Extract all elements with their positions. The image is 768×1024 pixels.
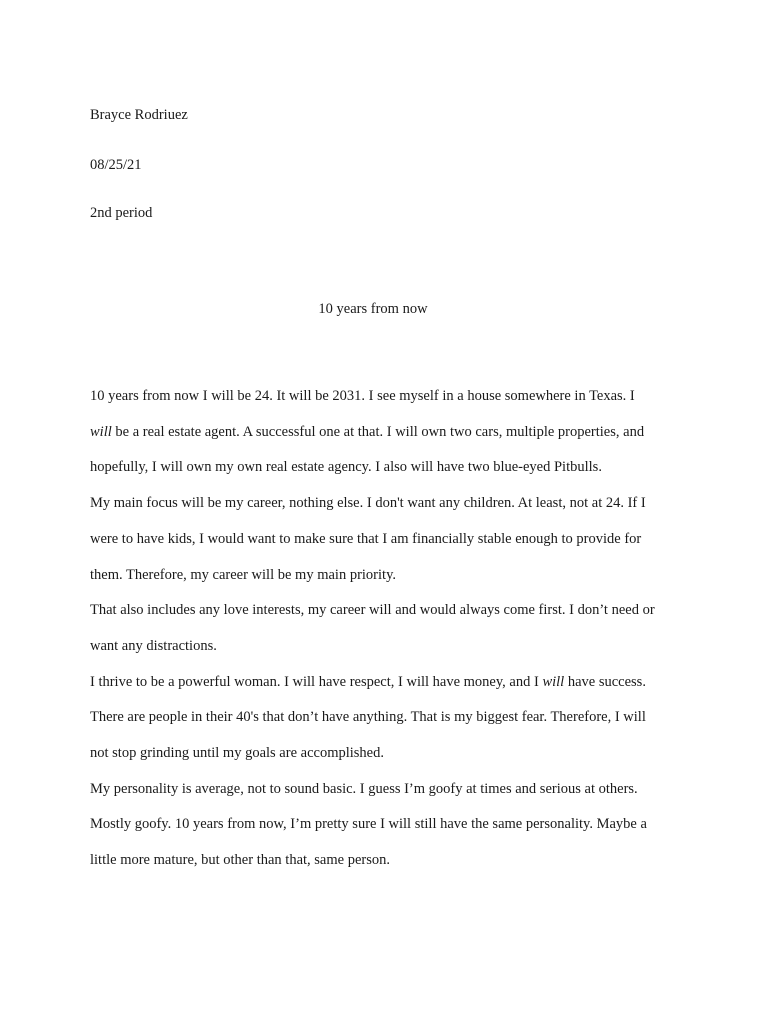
emphasis-will: will <box>90 423 112 440</box>
body-line: 10 years from now I will be 24. It will be 2031. I see myself in a house somewhere in Texas. I <box>90 388 635 404</box>
body-line: hopefully, I will own my own real estate agency. I also will have two blue-eyed Pitbulls. <box>90 459 602 476</box>
body-line: I thrive to be a powerful woman. I will have respect, I will have money, and I will have success. <box>90 673 646 690</box>
document-date: 08/25/21 <box>90 157 142 173</box>
class-period: 2nd period <box>90 205 153 221</box>
body-line: little more mature, but other than that, same person. <box>90 852 390 869</box>
body-line: them. Therefore, my career will be my main priority. <box>90 566 397 583</box>
body-line: My main focus will be my career, nothing else. I don't want any children. At least, not at 24. If I <box>90 495 646 512</box>
author-name: Brayce Rodriuez <box>90 107 188 123</box>
body-line: will be a real estate agent. A successful one at that. I will own two cars, multiple properties, and <box>90 423 645 440</box>
body-line: want any distractions. <box>90 637 217 654</box>
body-line: not stop grinding until my goals are accomplished. <box>90 745 384 762</box>
document-title: 10 years from now <box>318 301 428 317</box>
body-line: were to have kids, I would want to make sure that I am financially stable enough to provide for <box>90 530 642 547</box>
emphasis-will: will <box>542 673 565 690</box>
body-line: That also includes any love interests, my career will and would always come first. I don’t need or <box>90 602 655 619</box>
body-line: My personality is average, not to sound basic. I guess I’m goofy at times and serious at others. <box>90 780 638 797</box>
essay-body <box>90 379 690 879</box>
body-line: Mostly goofy. 10 years from now, I’m pretty sure I will still have the same personality. Maybe a <box>90 816 647 833</box>
body-line: There are people in their 40's that don’t have anything. That is my biggest fear. Therefore, I will <box>90 709 646 726</box>
